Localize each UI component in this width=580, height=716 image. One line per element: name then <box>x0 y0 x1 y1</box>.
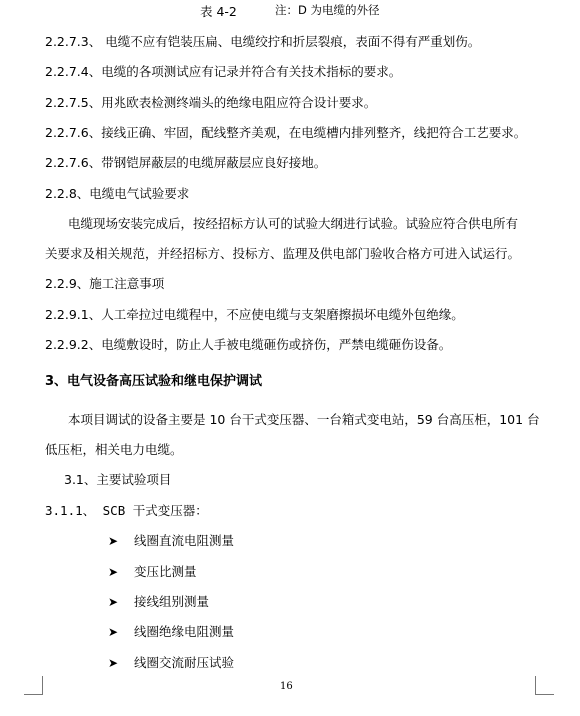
section-3-heading: 3、电气设备高压试验和继电保护调试 <box>45 374 263 389</box>
bullet-item <box>108 533 234 549</box>
bullet-item <box>108 655 234 671</box>
clause-2-2-7-3: 2.2.7.3、 电缆不应有铠装压扁、电缆绞拧和折层裂痕，表面不得有严重划伤。 <box>45 34 481 49</box>
page-number: 16 <box>280 681 293 692</box>
clause-2-2-7-4: 2.2.7.4、电缆的各项测试应有记录并符合有关技术指标的要求。 <box>45 64 402 79</box>
bullet-item <box>108 564 197 580</box>
section-3-intro-line1: 本项目调试的设备主要是 10 台干式变压器、一台箱式变电站，59 台高压柜，101 台 <box>68 412 540 427</box>
bullet-item <box>108 594 209 610</box>
arrow-right-icon: ➤ <box>108 595 119 609</box>
table-caption <box>0 2 580 18</box>
bullet-text: 线圈交流耐压试验 <box>134 655 235 670</box>
subsection-3-1-1: 3.1.1、 SCB 干式变压器： <box>45 503 208 518</box>
clause-2-2-7-6-a: 2.2.7.6、接线正确、牢固，配线整齐美观，在电缆槽内排列整齐，线把符合工艺要求。 <box>45 125 527 140</box>
clause-2-2-7-5: 2.2.7.5、用兆欧表检测终端头的绝缘电阻应符合设计要求。 <box>45 95 377 110</box>
crop-mark-left <box>24 676 43 695</box>
crop-mark-right <box>535 676 554 695</box>
bullet-item <box>108 624 234 640</box>
bullet-text: 线圈直流电阻测量 <box>134 533 235 548</box>
bullet-text: 变压比测量 <box>134 564 197 579</box>
clause-2-2-7-6-b: 2.2.7.6、带钢铠屏蔽层的电缆屏蔽层应良好接地。 <box>45 155 327 170</box>
bullet-text: 接线组别测量 <box>134 594 210 609</box>
arrow-right-icon: ➤ <box>108 565 119 579</box>
arrow-right-icon: ➤ <box>108 534 119 548</box>
clause-2-2-9-2: 2.2.9.2、电缆敷设时，防止人手被电缆砸伤或挤伤，严禁电缆砸伤设备。 <box>45 337 452 352</box>
table-label: 表 4-2 <box>200 4 237 19</box>
arrow-right-icon: ➤ <box>108 625 119 639</box>
section-3-intro-line2: 低压柜，相关电力电缆。 <box>45 442 183 457</box>
clause-2-2-9-title: 2.2.9、施工注意事项 <box>45 276 165 291</box>
clause-2-2-8-body-line1: 电缆现场安装完成后，按经招标方认可的试验大纲进行试验。试验应符合供电所有 <box>68 216 519 231</box>
table-note: 注：D 为电缆的外径 <box>275 3 380 17</box>
bullet-text: 线圈绝缘电阻测量 <box>134 624 235 639</box>
clause-2-2-8-title: 2.2.8、电缆电气试验要求 <box>45 186 190 201</box>
arrow-right-icon: ➤ <box>108 656 119 670</box>
clause-2-2-8-body-line2: 关要求及相关规范，并经招标方、投标方、监理及供电部门验收合格方可进入试运行。 <box>45 246 521 261</box>
subsection-3-1: 3.1、主要试验项目 <box>64 472 172 487</box>
clause-2-2-9-1: 2.2.9.1、人工牵拉过电缆程中，不应使电缆与支架磨擦损坏电缆外包绝缘。 <box>45 307 464 322</box>
